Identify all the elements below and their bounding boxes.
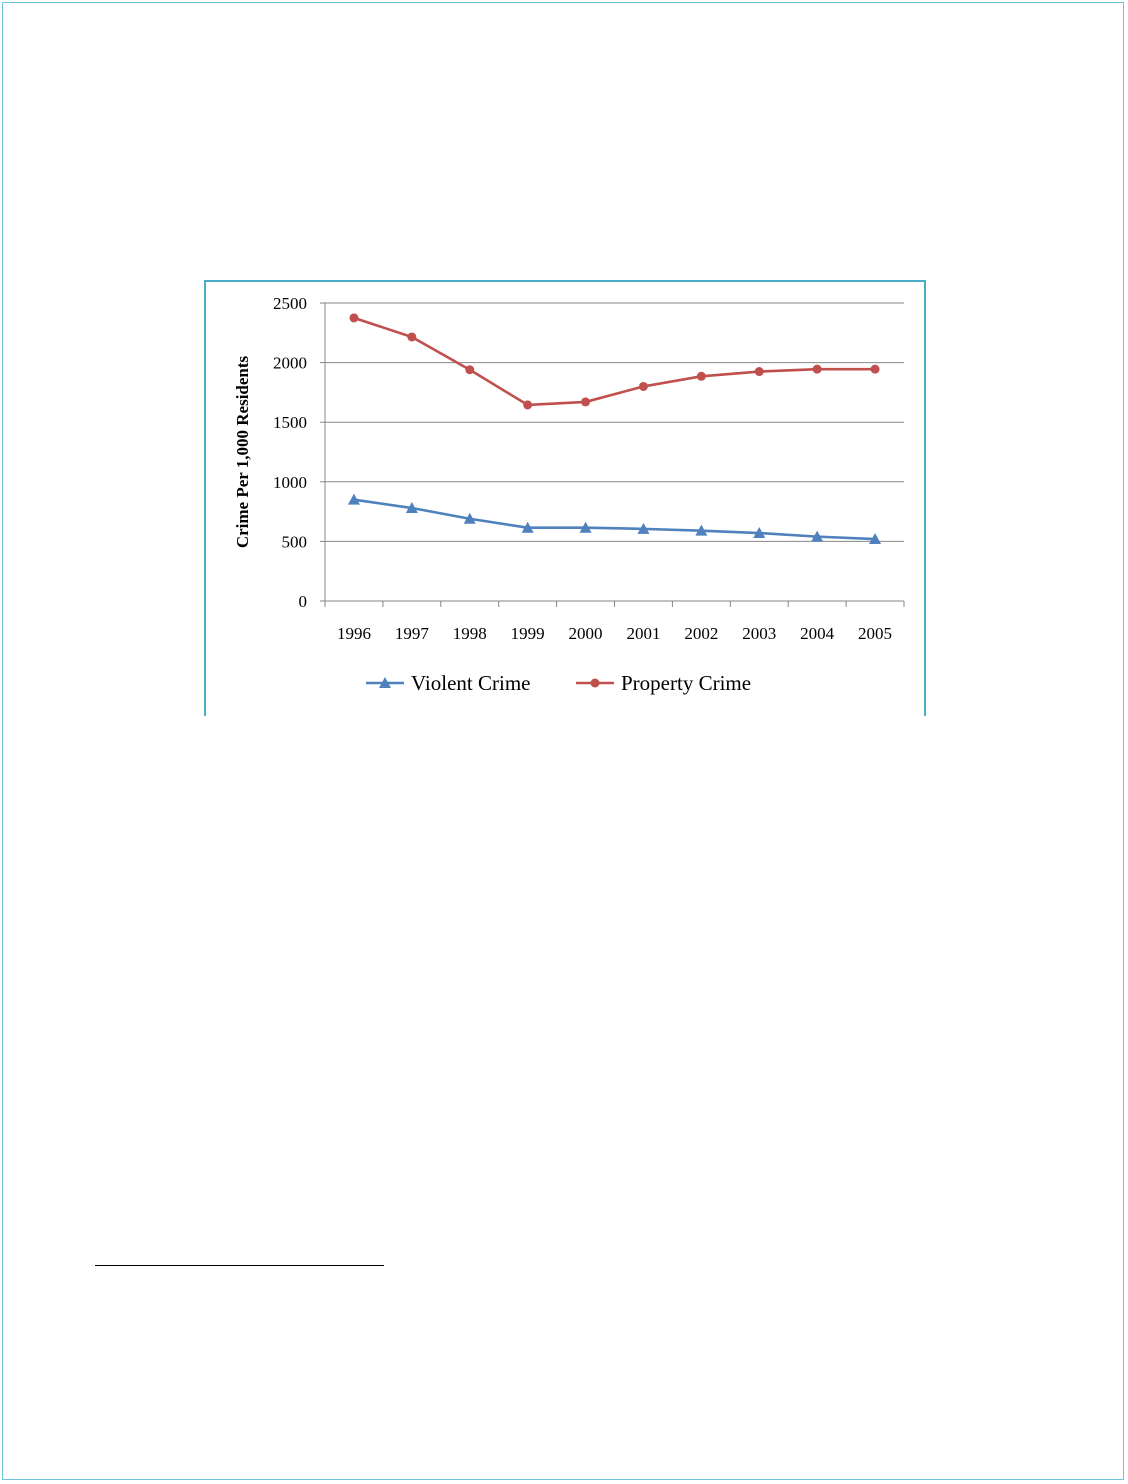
y-tick-label-0: 0 — [298, 592, 307, 611]
data-point-2000 — [581, 397, 590, 406]
data-point-2003 — [755, 367, 764, 376]
data-point-1996 — [349, 313, 358, 322]
legend-label: Property Crime — [621, 671, 752, 695]
x-tick-label-1999: 1999 — [510, 624, 545, 643]
data-point-1999 — [523, 400, 532, 409]
x-tick-label-2002: 2002 — [684, 624, 719, 643]
x-tick-label-2004: 2004 — [800, 624, 835, 643]
x-tick-label-2003: 2003 — [742, 624, 777, 643]
data-point-1998 — [465, 365, 474, 374]
x-tick-label-2001: 2001 — [626, 624, 661, 643]
y-tick-label-1500: 1500 — [273, 413, 307, 433]
x-tick-label-1998: 1998 — [452, 624, 487, 643]
axes — [320, 303, 904, 607]
legend-item-property-crime — [576, 671, 751, 695]
data-point-2001 — [639, 382, 648, 391]
series-line — [354, 318, 875, 405]
legend-marker — [591, 679, 600, 688]
footnote-separator — [95, 1265, 384, 1266]
x-tick-label-1996: 1996 — [336, 624, 371, 643]
legend-label: Violent Crime — [411, 671, 531, 695]
data-point-1997 — [407, 332, 416, 341]
x-tick-label-2000: 2000 — [568, 624, 603, 643]
x-tick-label-1997: 1997 — [394, 624, 429, 643]
series-group — [348, 313, 881, 544]
y-axis-label: Crime Per 1,000 Residents — [233, 355, 252, 549]
data-point-2005 — [871, 365, 880, 374]
series-violent-crime — [348, 494, 881, 544]
x-tick-label-2005: 2005 — [858, 624, 893, 643]
legend-item-violent-crime — [366, 671, 530, 695]
y-tick-label-2000: 2000 — [273, 353, 307, 373]
y-tick-label-500: 500 — [281, 532, 307, 552]
y-tick-labels — [273, 294, 307, 611]
y-tick-label-1000: 1000 — [273, 472, 307, 492]
series-property-crime — [349, 313, 879, 409]
data-point-2004 — [813, 365, 822, 374]
series-line — [354, 500, 875, 539]
legend — [366, 671, 751, 695]
data-point-2002 — [697, 372, 706, 381]
x-tick-labels — [337, 624, 892, 643]
y-tick-label-2500: 2500 — [273, 294, 307, 313]
